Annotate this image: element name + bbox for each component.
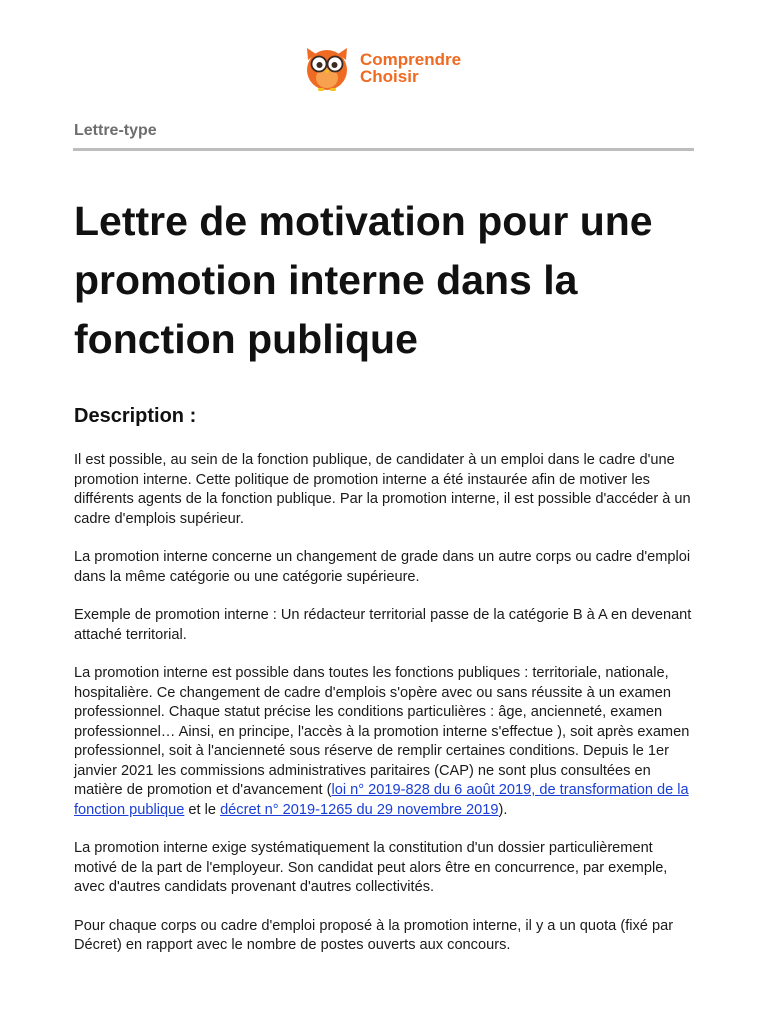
brand-logo[interactable] — [302, 42, 461, 94]
logo-line-2: Choisir — [360, 67, 419, 86]
logo-line-1: Comprendre — [360, 50, 462, 69]
paragraph: Pour chaque corps ou cadre d'emploi proposé à la promotion interne, il y a un quota (fixé par Décret) en rapport avec le nombre de postes ouverts aux concours. — [74, 917, 674, 953]
document-title: Lettre de motivation pour une promotion interne dans la fonction publique — [74, 198, 653, 362]
section-heading: Description : — [74, 405, 197, 427]
document-type-label: Lettre-type — [74, 122, 157, 139]
paragraph-text: ). — [498, 801, 508, 818]
logo-text — [360, 51, 461, 85]
paragraph: Il est possible, au sein de la fonction publique, de candidater à un emploi dans le cadre d'une promotion interne. Cette politique de promotion interne a été instaurée afin de motiver les différents agents de la fonction publique. Par la promotion interne, il est possible d'accéder à un cadre d'emplois supérieur. — [74, 452, 691, 527]
paragraph-text: La promotion interne est possible dans toutes les fonctions publiques : territoriale, nationale, hospitalière. Ce changement de cadre d'emplois s'opère avec ou sans réussite à un examen professionnel. Chaque statut précise les conditions particulières : âge, ancienneté, examen professionnel… Ainsi, en principe, l'accès à la promotion interne s'effectue ), soit après examen professionnel, soit à l'ancienneté sous réserve de remplir certaines conditions. Depuis le 1er janvier 2021 les commissions administratives paritaires (CAP) ne sont plus consultées en matière de promotion et d'avancement ( — [74, 665, 690, 798]
paragraph — [74, 664, 696, 820]
paragraph: La promotion interne exige systématiquement la constitution d'un dossier particulièrement motivé de la part de l'employeur. Son candidat peut alors être en concurrence, par exemple, avec d'autres candidats provenant d'autres collectivités. — [74, 840, 668, 895]
header-divider — [73, 148, 694, 151]
paragraph-text: et le — [184, 801, 221, 818]
owl-icon — [302, 42, 352, 94]
law-link[interactable]: loi n° 2019-828 du 6 août 2019, de transformation de la fonction publique — [74, 782, 689, 818]
document-body — [74, 451, 696, 975]
decree-link[interactable]: décret n° 2019-1265 du 29 novembre 2019 — [220, 801, 499, 818]
paragraph: Exemple de promotion interne : Un rédacteur territorial passe de la catégorie B à A en devenant attaché territorial. — [74, 607, 692, 643]
paragraph: La promotion interne concerne un changement de grade dans un autre corps ou cadre d'emploi dans la même catégorie ou une catégorie supérieure. — [74, 549, 691, 585]
